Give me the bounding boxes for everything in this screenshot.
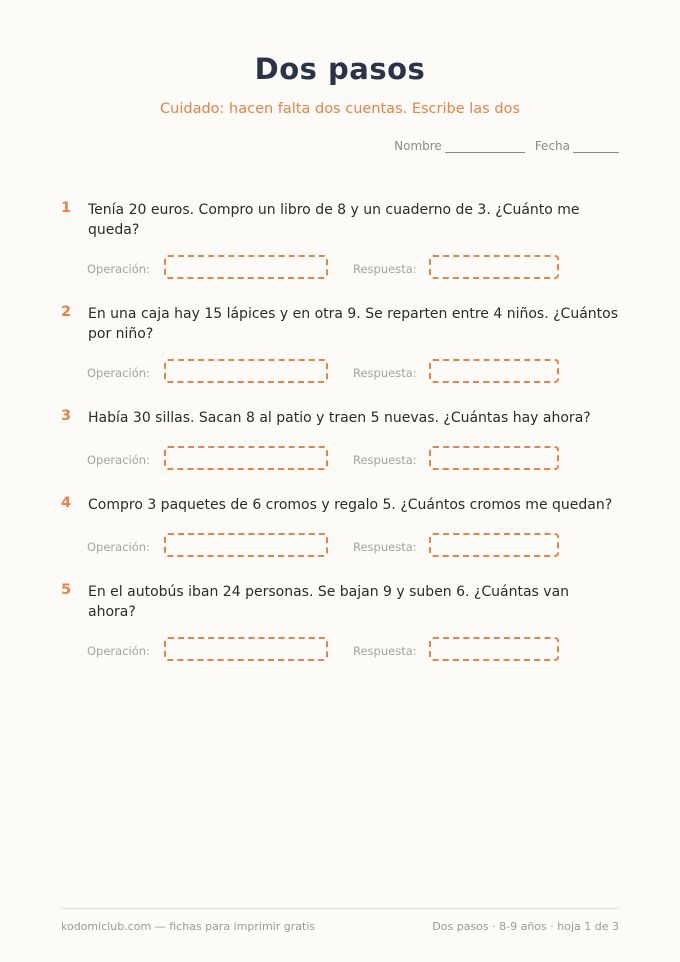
answer-box[interactable] <box>429 533 559 557</box>
answer-label: Respuesta: <box>353 262 417 276</box>
problem-number: 1 <box>61 200 72 216</box>
answer-box[interactable] <box>429 255 559 279</box>
operation-box[interactable] <box>164 255 328 279</box>
problem-text: En el autobús iban 24 personas. Se bajan 9 y suben 6. ¿Cuántas van ahora? <box>88 584 570 620</box>
footer-page-info: Dos pasos · 8-9 años · hoja 1 de 3 <box>432 920 619 933</box>
problem-text: En una caja hay 15 lápices y en otra 9. Se reparten entre 4 niños. ¿Cuántos por niño? <box>88 306 618 342</box>
answer-row-5 <box>61 637 621 665</box>
footer-divider <box>61 908 619 909</box>
answer-box[interactable] <box>429 359 559 383</box>
answer-label: Respuesta: <box>353 366 417 380</box>
answer-box[interactable] <box>429 446 559 470</box>
problem-text: Compro 3 paquetes de 6 cromos y regalo 5. ¿Cuántos cromos me quedan? <box>88 497 613 513</box>
problem-text: Había 30 sillas. Sacan 8 al patio y traen 5 nuevas. ¿Cuántas hay ahora? <box>88 410 591 426</box>
answer-row-4 <box>61 533 621 561</box>
date-line[interactable] <box>573 140 619 153</box>
operation-box[interactable] <box>164 533 328 557</box>
answer-box[interactable] <box>429 637 559 661</box>
name-line[interactable] <box>445 140 525 153</box>
problem-number: 2 <box>61 304 72 320</box>
operation-label: Operación: <box>87 540 150 554</box>
problem-number: 4 <box>61 495 72 511</box>
operation-box[interactable] <box>164 359 328 383</box>
footer-site: kodomiclub.com — fichas para imprimir gratis <box>61 920 316 933</box>
page-title: Dos pasos <box>254 52 426 86</box>
problem-number: 5 <box>61 582 72 598</box>
date-label: Fecha <box>534 139 570 153</box>
problem-text: Tenía 20 euros. Compro un libro de 8 y un cuaderno de 3. ¿Cuánto me queda? <box>88 202 580 238</box>
name-label: Nombre <box>394 139 442 153</box>
operation-label: Operación: <box>87 644 150 658</box>
operation-label: Operación: <box>87 366 150 380</box>
operation-box[interactable] <box>164 446 328 470</box>
answer-row-2 <box>61 359 621 387</box>
name-date-fields <box>394 139 619 153</box>
problem-number: 3 <box>61 408 72 424</box>
page-subtitle: Cuidado: hacen falta dos cuentas. Escribe las dos <box>160 101 520 117</box>
operation-label: Operación: <box>87 453 150 467</box>
answer-label: Respuesta: <box>353 644 417 658</box>
answer-row-1 <box>61 255 621 283</box>
answer-label: Respuesta: <box>353 540 417 554</box>
operation-box[interactable] <box>164 637 328 661</box>
operation-label: Operación: <box>87 262 150 276</box>
answer-row-3 <box>61 446 621 474</box>
answer-label: Respuesta: <box>353 453 417 467</box>
